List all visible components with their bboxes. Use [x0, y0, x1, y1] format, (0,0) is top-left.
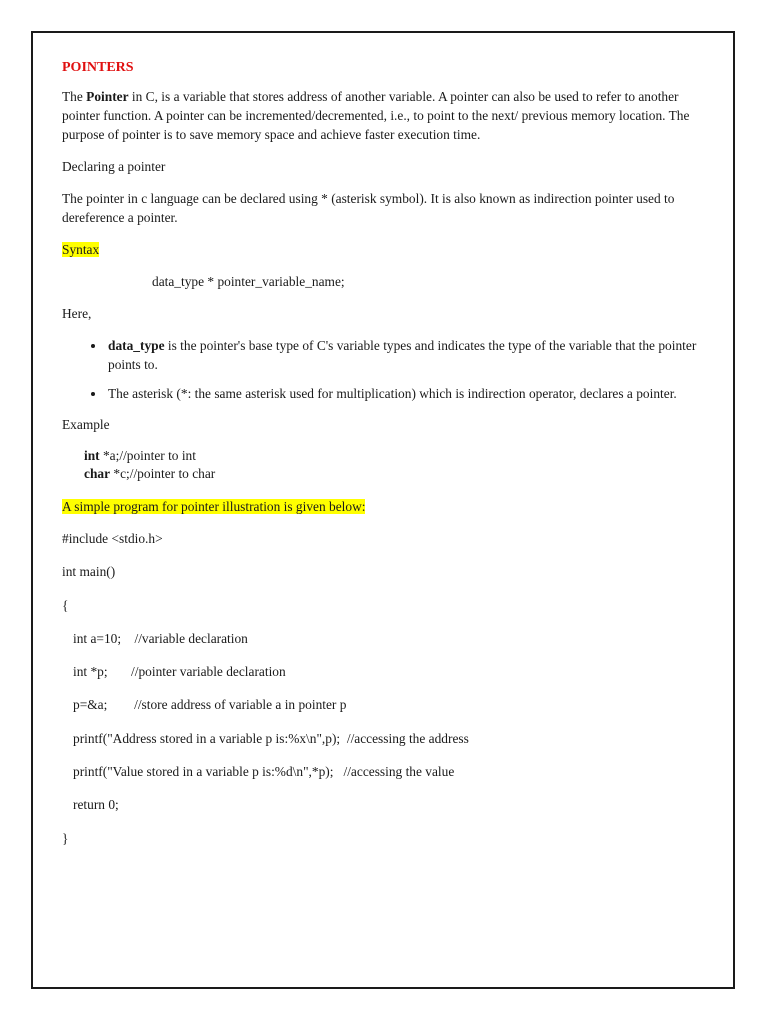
- page-title: POINTERS: [62, 60, 134, 75]
- syntax-code: data_type * pointer_variable_name;: [152, 274, 345, 289]
- example-label: Example: [62, 417, 110, 432]
- program-code-block: [62, 529, 714, 848]
- example-code-block: [62, 447, 714, 483]
- example-keyword: char: [84, 466, 111, 481]
- program-heading-line: [62, 497, 714, 516]
- example-line: [84, 447, 714, 465]
- code-line: int a=10; //variable declaration: [73, 630, 248, 646]
- code-line: }: [62, 830, 69, 846]
- list-item-text: The asterisk (*: the same asterisk used for multiplication) which is indirection operator, declares a pointer.: [108, 386, 677, 401]
- intro-post: in C, is a variable that stores address of another variable. A pointer can also be used to refer to another pointer function. A pointer can be incremented/decremented, i.e., to point to the next/ previous memory location. The purpose of pointer is to save memory space and achieve faster execution time.: [62, 89, 690, 142]
- here-label: Here,: [62, 306, 92, 321]
- code-line: int *p; //pointer variable declaration: [73, 664, 286, 680]
- list-item: [106, 336, 714, 374]
- intro-bold-term: Pointer: [86, 89, 129, 104]
- example-rest: *c;//pointer to char: [110, 466, 216, 481]
- declaring-heading: Declaring a pointer: [62, 159, 166, 174]
- program-heading: A simple program for pointer illustration is given below:: [62, 499, 366, 514]
- document-content: [62, 58, 714, 862]
- code-line: {: [62, 597, 69, 613]
- declaring-paragraph: The pointer in c language can be declared using * (asterisk symbol). It is also known as indirection pointer used to dereference a pointer.: [62, 191, 675, 225]
- example-rest: *a;//pointer to int: [99, 448, 196, 463]
- example-keyword: int: [84, 448, 100, 463]
- code-line: #include <stdio.h>: [62, 531, 163, 546]
- explanation-list: [62, 336, 714, 403]
- code-line: p=&a; //store address of variable a in pointer p: [73, 697, 347, 713]
- code-line: printf("Address stored in a variable p is:%x\n",p); //accessing the address: [73, 730, 469, 746]
- code-line: printf("Value stored in a variable p is:%d\n",*p); //accessing the value: [73, 764, 455, 780]
- intro-pre: The: [62, 89, 87, 104]
- syntax-label: Syntax: [62, 242, 100, 257]
- list-item-term: data_type: [108, 338, 165, 353]
- list-item-text: is the pointer's base type of C's variable types and indicates the type of the variable that the pointer points to.: [108, 338, 697, 372]
- syntax-label-line: [62, 240, 714, 259]
- example-line: [84, 465, 714, 483]
- list-item: [106, 384, 714, 403]
- intro-paragraph: [62, 87, 714, 144]
- code-line: int main(): [62, 564, 116, 580]
- code-line: return 0;: [73, 797, 119, 813]
